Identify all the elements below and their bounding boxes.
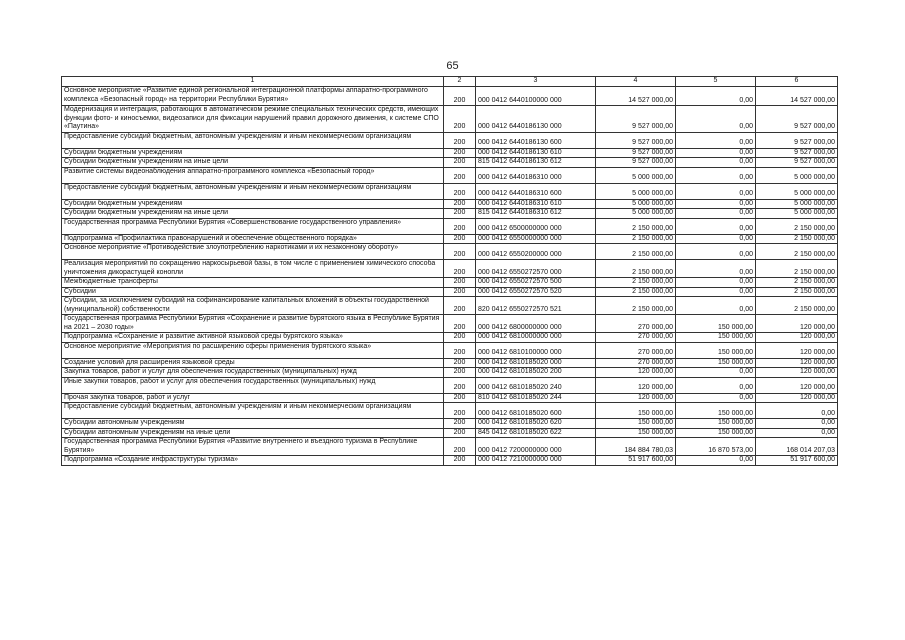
table-row: [62, 183, 838, 199]
row-grbs: 200: [444, 132, 476, 148]
row-amount-total: 120 000,00: [596, 368, 676, 378]
header-col-2: 2: [444, 77, 476, 87]
table-row: [62, 403, 838, 419]
header-col-3: 3: [476, 77, 596, 87]
table-row: [62, 278, 838, 288]
row-amount-change: 0,00: [676, 456, 756, 466]
row-amount-change: 150 000,00: [676, 428, 756, 438]
row-description: Основное мероприятие «Развитие единой региональной интеграционной платформы аппаратно-программного комплекса «Безопасный город» на территории Республики Бурятия»: [62, 87, 444, 106]
row-budget-code: 000 0412 6550272570 500: [476, 278, 596, 288]
table-row: [62, 132, 838, 148]
row-amount-change: 150 000,00: [676, 315, 756, 333]
row-budget-code: 000 0412 6440186310 610: [476, 199, 596, 209]
row-amount-total: 5 000 000,00: [596, 167, 676, 183]
table-row: [62, 87, 838, 106]
budget-table-body: [62, 77, 838, 466]
row-amount-total: 270 000,00: [596, 333, 676, 343]
row-amount-total: 270 000,00: [596, 358, 676, 368]
row-amount-result: 0,00: [756, 403, 838, 419]
row-amount-change: 150 000,00: [676, 333, 756, 343]
row-description: Основное мероприятие «Мероприятия по расширению сферы применения бурятского языка»: [62, 342, 444, 358]
row-description: Основное мероприятие «Противодействие злоупотреблению наркотиками и их незаконному обороту»: [62, 244, 444, 260]
row-grbs: 200: [444, 183, 476, 199]
row-budget-code: 000 0412 7210000000 000: [476, 456, 596, 466]
row-description: Подпрограмма «Сохранение и развитие активной языковой среды бурятского языка»: [62, 333, 444, 343]
row-amount-result: 0,00: [756, 428, 838, 438]
row-grbs: 200: [444, 438, 476, 456]
row-description: Модернизация и интеграция, работающих в автоматическом режиме специальных технических средств, имеющих функции фото- и киносъемки, видеозаписи для фиксации нарушений правил дорожного движения, к системе СПО «Паутина»: [62, 106, 444, 133]
row-amount-result: 0,00: [756, 419, 838, 429]
row-amount-total: 150 000,00: [596, 428, 676, 438]
row-amount-change: 0,00: [676, 132, 756, 148]
row-amount-result: 5 000 000,00: [756, 209, 838, 219]
row-amount-change: 0,00: [676, 106, 756, 133]
row-amount-total: 2 150 000,00: [596, 287, 676, 297]
row-budget-code: 000 0412 7200000000 000: [476, 438, 596, 456]
table-row: [62, 315, 838, 333]
row-grbs: 200: [444, 358, 476, 368]
table-row: [62, 419, 838, 429]
row-amount-result: 2 150 000,00: [756, 287, 838, 297]
row-amount-change: 0,00: [676, 287, 756, 297]
row-amount-total: 150 000,00: [596, 403, 676, 419]
row-amount-total: 9 527 000,00: [596, 132, 676, 148]
row-amount-change: 0,00: [676, 167, 756, 183]
row-amount-total: 9 527 000,00: [596, 158, 676, 168]
row-amount-total: 2 150 000,00: [596, 260, 676, 278]
row-grbs: 200: [444, 158, 476, 168]
row-description: Субсидии автономным учреждениям: [62, 419, 444, 429]
row-amount-result: 2 150 000,00: [756, 278, 838, 288]
row-amount-result: 9 527 000,00: [756, 132, 838, 148]
table-row: [62, 260, 838, 278]
row-amount-result: 120 000,00: [756, 342, 838, 358]
row-amount-change: 150 000,00: [676, 358, 756, 368]
row-budget-code: 000 0412 6810185020 620: [476, 419, 596, 429]
row-amount-total: 270 000,00: [596, 315, 676, 333]
row-description: Субсидии бюджетным учреждениям на иные цели: [62, 158, 444, 168]
row-amount-change: 0,00: [676, 234, 756, 244]
row-description: Предоставление субсидий бюджетным, автономным учреждениям и иным некоммерческим организациям: [62, 132, 444, 148]
budget-table: [61, 76, 838, 466]
row-amount-result: 120 000,00: [756, 377, 838, 393]
table-row: [62, 234, 838, 244]
row-budget-code: 000 0412 6810185020 600: [476, 403, 596, 419]
row-amount-total: 2 150 000,00: [596, 244, 676, 260]
row-description: Закупка товаров, работ и услуг для обеспечения государственных (муниципальных) нужд: [62, 368, 444, 378]
table-row: [62, 342, 838, 358]
header-col-6: 6: [756, 77, 838, 87]
row-description: Государственная программа Республики Бурятия «Совершенствование государственного управления»: [62, 218, 444, 234]
row-description: Государственная программа Республики Бурятия «Развитие внутреннего и въездного туризма в Республике Бурятия»: [62, 438, 444, 456]
row-grbs: 200: [444, 333, 476, 343]
row-amount-result: 120 000,00: [756, 368, 838, 378]
table-row: [62, 218, 838, 234]
row-description: Прочая закупка товаров, работ и услуг: [62, 393, 444, 403]
table-row: [62, 244, 838, 260]
row-amount-total: 150 000,00: [596, 419, 676, 429]
row-amount-total: 2 150 000,00: [596, 278, 676, 288]
row-budget-code: 000 0412 6810185020 240: [476, 377, 596, 393]
row-amount-total: 14 527 000,00: [596, 87, 676, 106]
row-amount-result: 9 527 000,00: [756, 106, 838, 133]
row-amount-result: 2 150 000,00: [756, 218, 838, 234]
row-grbs: 200: [444, 87, 476, 106]
row-description: Предоставление субсидий бюджетным, автономным учреждениям и иным некоммерческим организациям: [62, 183, 444, 199]
row-amount-change: 0,00: [676, 209, 756, 219]
row-description: Государственная программа Республики Бурятия «Сохранение и развитие бурятского языка в Республике Бурятия на 2021 – 2030 годы»: [62, 315, 444, 333]
row-description: Субсидии бюджетным учреждениям: [62, 148, 444, 158]
row-grbs: 200: [444, 419, 476, 429]
row-grbs: 200: [444, 148, 476, 158]
row-budget-code: 000 0412 6810100000 000: [476, 342, 596, 358]
table-row: [62, 209, 838, 219]
row-amount-change: 150 000,00: [676, 403, 756, 419]
row-amount-result: 5 000 000,00: [756, 167, 838, 183]
row-amount-change: 16 870 573,00: [676, 438, 756, 456]
row-grbs: 200: [444, 342, 476, 358]
row-grbs: 200: [444, 428, 476, 438]
header-col-4: 4: [596, 77, 676, 87]
row-amount-result: 51 917 600,00: [756, 456, 838, 466]
row-amount-result: 2 150 000,00: [756, 260, 838, 278]
row-grbs: 200: [444, 315, 476, 333]
row-budget-code: 000 0412 6550272570 000: [476, 260, 596, 278]
header-col-1: 1: [62, 77, 444, 87]
table-row: [62, 106, 838, 133]
row-amount-result: 14 527 000,00: [756, 87, 838, 106]
table-row: [62, 158, 838, 168]
row-amount-total: 2 150 000,00: [596, 218, 676, 234]
row-amount-result: 5 000 000,00: [756, 183, 838, 199]
table-row: [62, 377, 838, 393]
row-budget-code: 000 0412 6550272570 520: [476, 287, 596, 297]
row-amount-change: 0,00: [676, 278, 756, 288]
row-budget-code: 000 0412 6440100000 000: [476, 87, 596, 106]
row-amount-change: 150 000,00: [676, 419, 756, 429]
row-amount-change: 0,00: [676, 218, 756, 234]
row-grbs: 200: [444, 297, 476, 315]
row-budget-code: 000 0412 6810000000 000: [476, 333, 596, 343]
row-amount-total: 120 000,00: [596, 393, 676, 403]
row-budget-code: 845 0412 6810185020 622: [476, 428, 596, 438]
row-amount-change: 0,00: [676, 244, 756, 260]
row-grbs: 200: [444, 199, 476, 209]
row-amount-result: 2 150 000,00: [756, 244, 838, 260]
row-amount-total: 2 150 000,00: [596, 297, 676, 315]
row-amount-change: 0,00: [676, 158, 756, 168]
row-description: Субсидии: [62, 287, 444, 297]
row-budget-code: 000 0412 6440186130 000: [476, 106, 596, 133]
row-amount-total: 51 917 600,00: [596, 456, 676, 466]
header-col-5: 5: [676, 77, 756, 87]
row-description: Иные закупки товаров, работ и услуг для обеспечения государственных (муниципальных) нужд: [62, 377, 444, 393]
row-amount-result: 2 150 000,00: [756, 234, 838, 244]
row-budget-code: 000 0412 6440186310 600: [476, 183, 596, 199]
row-grbs: 200: [444, 234, 476, 244]
row-amount-change: 0,00: [676, 148, 756, 158]
row-amount-total: 9 527 000,00: [596, 148, 676, 158]
row-amount-result: 168 014 207,03: [756, 438, 838, 456]
row-budget-code: 000 0412 6550000000 000: [476, 234, 596, 244]
row-amount-total: 184 884 780,03: [596, 438, 676, 456]
row-amount-change: 0,00: [676, 393, 756, 403]
row-budget-code: 000 0412 6440186130 610: [476, 148, 596, 158]
row-grbs: 200: [444, 218, 476, 234]
table-row: [62, 428, 838, 438]
row-amount-change: 150 000,00: [676, 342, 756, 358]
row-description: Субсидии бюджетным учреждениям на иные цели: [62, 209, 444, 219]
header-row: [62, 77, 838, 87]
row-amount-change: 0,00: [676, 368, 756, 378]
row-amount-total: 9 527 000,00: [596, 106, 676, 133]
table-row: [62, 456, 838, 466]
row-budget-code: 815 0412 6440186310 612: [476, 209, 596, 219]
row-amount-change: 0,00: [676, 199, 756, 209]
row-description: Подпрограмма «Создание инфраструктуры туризма»: [62, 456, 444, 466]
row-description: Субсидии бюджетным учреждениям: [62, 199, 444, 209]
row-amount-result: 120 000,00: [756, 358, 838, 368]
row-amount-change: 0,00: [676, 297, 756, 315]
row-description: Подпрограмма «Профилактика правонарушений и обеспечение общественного порядка»: [62, 234, 444, 244]
table-row: [62, 148, 838, 158]
row-grbs: 200: [444, 209, 476, 219]
row-grbs: 200: [444, 403, 476, 419]
row-grbs: 200: [444, 377, 476, 393]
row-amount-total: 5 000 000,00: [596, 183, 676, 199]
row-amount-total: 270 000,00: [596, 342, 676, 358]
row-grbs: 200: [444, 106, 476, 133]
row-amount-result: 5 000 000,00: [756, 199, 838, 209]
row-description: Субсидии автономным учреждениям на иные цели: [62, 428, 444, 438]
row-budget-code: 000 0412 6500000000 000: [476, 218, 596, 234]
row-amount-result: 120 000,00: [756, 333, 838, 343]
row-grbs: 200: [444, 260, 476, 278]
row-budget-code: 820 0412 6550272570 521: [476, 297, 596, 315]
row-description: Предоставление субсидий бюджетным, автономным учреждениям и иным некоммерческим организациям: [62, 403, 444, 419]
page-number: 65: [446, 60, 459, 72]
row-budget-code: 815 0412 6440186130 612: [476, 158, 596, 168]
row-description: Межбюджетные трансферты: [62, 278, 444, 288]
row-amount-total: 5 000 000,00: [596, 209, 676, 219]
row-grbs: 200: [444, 456, 476, 466]
row-amount-total: 120 000,00: [596, 377, 676, 393]
row-amount-result: 2 150 000,00: [756, 297, 838, 315]
table-row: [62, 333, 838, 343]
table-row: [62, 199, 838, 209]
row-budget-code: 000 0412 6800000000 000: [476, 315, 596, 333]
row-amount-change: 0,00: [676, 183, 756, 199]
row-description: Реализация мероприятий по сокращению наркосырьевой базы, в том числе с применением химического способа уничтожения дикорастущей конопли: [62, 260, 444, 278]
row-amount-total: 2 150 000,00: [596, 234, 676, 244]
table-row: [62, 438, 838, 456]
row-description: Создание условий для расширения языковой среды: [62, 358, 444, 368]
table-row: [62, 287, 838, 297]
table-row: [62, 368, 838, 378]
row-amount-result: 120 000,00: [756, 393, 838, 403]
row-amount-total: 5 000 000,00: [596, 199, 676, 209]
row-description: Развитие системы видеонаблюдения аппаратно-программного комплекса «Безопасный город»: [62, 167, 444, 183]
row-budget-code: 000 0412 6810185020 000: [476, 358, 596, 368]
row-grbs: 200: [444, 393, 476, 403]
row-amount-result: 120 000,00: [756, 315, 838, 333]
row-amount-change: 0,00: [676, 260, 756, 278]
row-amount-change: 0,00: [676, 377, 756, 393]
row-amount-result: 9 527 000,00: [756, 148, 838, 158]
table-row: [62, 167, 838, 183]
row-amount-change: 0,00: [676, 87, 756, 106]
row-grbs: 200: [444, 278, 476, 288]
row-budget-code: 000 0412 6440186130 600: [476, 132, 596, 148]
table-row: [62, 358, 838, 368]
row-grbs: 200: [444, 368, 476, 378]
row-budget-code: 000 0412 6810185020 200: [476, 368, 596, 378]
row-grbs: 200: [444, 167, 476, 183]
row-budget-code: 000 0412 6550200000 000: [476, 244, 596, 260]
table-row: [62, 393, 838, 403]
row-budget-code: 000 0412 6440186310 000: [476, 167, 596, 183]
row-budget-code: 810 0412 6810185020 244: [476, 393, 596, 403]
table-row: [62, 297, 838, 315]
row-grbs: 200: [444, 244, 476, 260]
row-amount-result: 9 527 000,00: [756, 158, 838, 168]
row-description: Субсидии, за исключением субсидий на софинансирование капитальных вложений в объекты государственной (муниципальной) собственности: [62, 297, 444, 315]
row-grbs: 200: [444, 287, 476, 297]
